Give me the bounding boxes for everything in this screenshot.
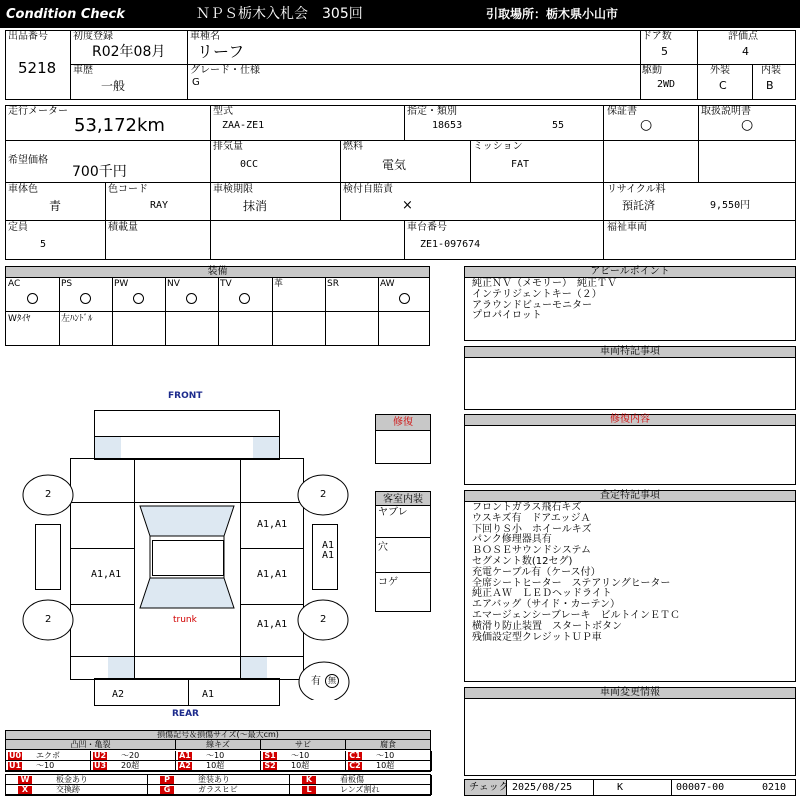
welfare-label: 福祉車両: [607, 222, 647, 233]
auction-name: ＮＰＳ栃木入札会 305回: [196, 6, 363, 22]
capacity-label: 定員: [8, 222, 28, 233]
symbol-desc: ガラスヒビ: [198, 785, 238, 794]
mileage-label: 走行メーター: [8, 106, 68, 117]
inspection-line: セグメント数(12セグ): [472, 555, 573, 567]
header-title: Condition Check: [6, 7, 125, 22]
vehicle-notes-header: 車両特記事項: [464, 346, 796, 358]
equip-0-name: AC: [8, 279, 21, 289]
legend-code-desc: 20超: [121, 761, 140, 770]
symbol-desc: 看板傷: [340, 775, 364, 784]
symbol-desc: 塗装あり: [198, 775, 230, 784]
equip-7-mark-icon: [399, 293, 410, 304]
inspection-line: 残価設定型クレジットＵＰ車: [472, 631, 602, 643]
legend-code-badge: U0: [8, 751, 22, 760]
car-name-label: 車種名: [190, 31, 220, 42]
inspection-notes-header: 査定特記事項: [464, 490, 796, 502]
displacement: 0CC: [240, 159, 259, 170]
rear-label: REAR: [172, 709, 199, 719]
legend-code-badge: U3: [93, 761, 107, 770]
footer-code-1: 00007-00: [676, 782, 725, 793]
grade: G: [192, 77, 200, 88]
symbol-badge: X: [18, 786, 32, 794]
spare-icon: 無: [325, 674, 339, 688]
legend-code-desc: エクボ: [36, 751, 60, 760]
body-color-label: 車体色: [8, 184, 38, 195]
exterior-label: 外装: [710, 65, 730, 76]
symbol-table: [5, 774, 431, 796]
legend-head-1: 線キズ: [206, 740, 230, 749]
price: 700千円: [72, 164, 127, 180]
drive-label: 駆動: [642, 65, 662, 76]
equip-row2-0: Wﾀｲﾔ: [8, 314, 31, 324]
symbol-badge: W: [18, 776, 32, 784]
symbol-desc: 板金あり: [56, 775, 88, 784]
first-reg-label: 初度登録: [73, 31, 113, 42]
legend-code-desc: 〜10: [291, 751, 310, 760]
interior-item-tear: ヤブレ: [378, 507, 408, 518]
appeal-box: [464, 277, 796, 341]
symbol-badge: P: [160, 776, 174, 784]
equipment-grid: [5, 277, 430, 346]
interior-box: [375, 491, 431, 612]
appeal-line: プロパイロット: [472, 310, 542, 322]
inspection-line: パンク修理器具有: [472, 534, 552, 546]
recycle-label: リサイクル料: [607, 184, 666, 195]
pickup-location: 引取場所：栃木県小山市: [486, 7, 619, 21]
lot-label: 出品番号: [8, 31, 48, 42]
mileage: 53,172km: [74, 115, 165, 136]
damage-right-pillar-1: A1: [322, 540, 335, 551]
appeal-line: インテリジェントキー（２）: [472, 288, 602, 300]
doors: 5: [661, 45, 668, 58]
tire-rr-value: 2: [320, 614, 327, 625]
equip-1-mark-icon: [80, 293, 91, 304]
symbol-badge: K: [302, 776, 316, 784]
equip-row2-1: 左ﾊﾝﾄﾞﾙ: [61, 314, 93, 324]
legend-code-desc: 〜10: [206, 751, 225, 760]
equip-6-name: SR: [327, 279, 339, 289]
score: 4: [742, 45, 749, 58]
damage-right-rear-door: A1,A1: [257, 569, 288, 580]
interior-item-hole: 穴: [378, 542, 388, 553]
check-date: 2025/08/25: [512, 782, 573, 793]
recycle-status: 預託済: [622, 199, 655, 212]
legend-code-badge: A2: [179, 761, 191, 770]
manual: ○: [741, 117, 754, 133]
car-name: リーフ: [197, 42, 245, 61]
price-label: 希望価格: [8, 155, 48, 166]
equip-4-mark-icon: [239, 293, 250, 304]
legend-table: [5, 739, 431, 772]
color-code-label: 色コード: [108, 184, 148, 195]
equip-2-name: PW: [114, 279, 129, 289]
inspection-line: エアバッグ（サイド・カーテン）: [472, 599, 620, 611]
fuel: 電気: [382, 158, 407, 172]
legend-code-badge: A1: [179, 751, 191, 760]
damage-right-rear-fender: A1,A1: [257, 619, 288, 630]
legend-header: 損傷記号＆損傷サイズ(〜最大cm): [5, 730, 431, 740]
inspection-label: 車検期限: [213, 184, 253, 195]
score-label: 評価点: [728, 31, 758, 42]
inspection-notes-box: [464, 501, 796, 682]
color-code: RAY: [150, 200, 169, 211]
front-label: FRONT: [168, 391, 203, 401]
inspection-line: 下回りＳ小 ホイールキズ: [472, 523, 592, 535]
tire-fl-value: 2: [45, 489, 52, 500]
interior-title: 客室内装: [383, 494, 423, 505]
repair-box: [375, 414, 431, 464]
equip-0-mark-icon: [27, 293, 38, 304]
inspection-line: ＢＯＳＥサウンドシステム: [472, 545, 591, 557]
legend-head-2: サビ: [295, 740, 311, 749]
legend-code-badge: S2: [264, 761, 276, 770]
symbol-desc: 交換跡: [56, 785, 80, 794]
exterior: C: [719, 79, 727, 92]
transmission: FAT: [511, 159, 530, 170]
equip-7-name: AW: [380, 279, 395, 289]
equip-5-name: 革: [274, 279, 284, 289]
displacement-label: 排気量: [213, 141, 243, 152]
load-label: 積載量: [108, 222, 138, 233]
inspection-line: エマージェンシーブレーキ ビルトインＥＴＣ: [472, 609, 680, 621]
warranty: ○: [640, 117, 653, 133]
legend-code-desc: 〜10: [36, 761, 55, 770]
manual-label: 取扱説明書: [701, 106, 751, 117]
legend-code-badge: S1: [264, 751, 276, 760]
vehicle-notes-box: [464, 357, 796, 410]
legend-code-desc: 10超: [206, 761, 225, 770]
repair-title: 修復: [393, 417, 413, 428]
equip-3-mark-icon: [186, 293, 197, 304]
legend-code-badge: U1: [8, 761, 22, 770]
history: 一般: [101, 79, 126, 93]
legend-code-desc: 10超: [291, 761, 310, 770]
grade-label: グレード・仕様: [190, 65, 260, 76]
tire-rl-value: 2: [45, 614, 52, 625]
damage-left-front-door: A1,A1: [91, 569, 122, 580]
equip-4-name: TV: [220, 279, 232, 289]
repair-content-box: [464, 425, 796, 485]
trunk-label: trunk: [173, 615, 197, 625]
inspection-list: [472, 503, 680, 643]
interior: B: [766, 79, 774, 92]
damage-rear-left: A2: [112, 689, 125, 700]
changes-box: [464, 698, 796, 776]
category: 55: [552, 120, 565, 131]
legend-code-desc: 〜10: [376, 751, 395, 760]
frame-number: ZE1-097674: [420, 239, 481, 250]
equip-2-mark-icon: [133, 293, 144, 304]
damage-right-front-door: A1,A1: [257, 519, 288, 530]
inspection-line: 純正ＡＷ ＬＥＤヘッドライト: [472, 588, 612, 600]
history-label: 車歴: [73, 65, 93, 76]
check-footer: [464, 779, 796, 796]
damage-right-pillar-2: A1: [322, 550, 335, 561]
symbol-desc: レンズ割れ: [340, 785, 380, 794]
appeal-line: アラウンドビューモニター: [472, 299, 592, 311]
inspection-line: 充電ケーブル有（ケース付）: [472, 566, 601, 578]
legend-head-0: 凸凹・亀裂: [70, 740, 111, 749]
equip-3-name: NV: [167, 279, 180, 289]
equip-1-name: PS: [61, 279, 73, 289]
header-bar: [0, 0, 800, 28]
capacity: 5: [40, 239, 47, 250]
footer-code-2: 0210: [762, 782, 787, 793]
damage-rear-center: A1: [202, 689, 215, 700]
symbol-badge: L: [302, 786, 316, 794]
fuel-label: 燃料: [343, 141, 363, 152]
transmission-label: ミッション: [473, 141, 523, 152]
designation-label: 指定・類別: [407, 106, 457, 117]
legend-code-desc: 〜20: [121, 751, 140, 760]
appeal-list: [472, 279, 617, 322]
legend-code-badge: U2: [93, 751, 107, 760]
inspection-line: ウスキズ有 ドアエッジＡ: [472, 512, 591, 524]
equipment-header: 装備: [5, 266, 430, 278]
appeal-header: アピールポイント: [464, 266, 796, 278]
legend-head-3: 腐食: [380, 740, 396, 749]
check-label: チェック: [469, 782, 509, 793]
symbol-badge: G: [160, 786, 174, 794]
interior-item-burn: コゲ: [378, 577, 398, 588]
insurance-label: 検付自賠責: [343, 184, 393, 195]
spare-label: 有: [311, 676, 321, 687]
doors-label: ドア数: [642, 31, 672, 42]
designation: 18653: [432, 120, 463, 131]
inspection-line: 全席シートヒーター ステアリングヒーター: [472, 577, 671, 589]
lot-number: 5218: [18, 59, 57, 77]
inspection: 抹消: [243, 199, 268, 213]
frame-label: 車台番号: [407, 222, 447, 233]
legend-code-desc: 10超: [376, 761, 395, 770]
warranty-label: 保証書: [607, 106, 637, 117]
spare-tire: [299, 662, 349, 700]
appeal-line: 純正ＮＶ（メモリー） 純正ＴＶ: [472, 278, 617, 289]
legend-code-badge: C2: [349, 761, 361, 770]
model-label: 型式: [213, 106, 233, 117]
changes-header: 車両変更情報: [464, 687, 796, 699]
interior-label: 内装: [761, 65, 781, 76]
body-color: 青: [49, 199, 62, 213]
inspection-line: 横滑り防止装置 スタートボタン: [472, 620, 622, 632]
recycle-fee: 9,550円: [710, 200, 751, 211]
repair-content-header: 修復内容: [464, 414, 796, 426]
tire-fr-value: 2: [320, 489, 327, 500]
inspector-code: K: [617, 782, 624, 793]
first-reg: R02年08月: [92, 44, 166, 60]
model: ZAA-ZE1: [222, 120, 265, 131]
legend-code-badge: C1: [349, 751, 361, 760]
insurance: ×: [402, 198, 413, 213]
drive: 2WD: [657, 79, 676, 90]
inspection-line: フロントガラス飛石キズ: [472, 502, 582, 513]
